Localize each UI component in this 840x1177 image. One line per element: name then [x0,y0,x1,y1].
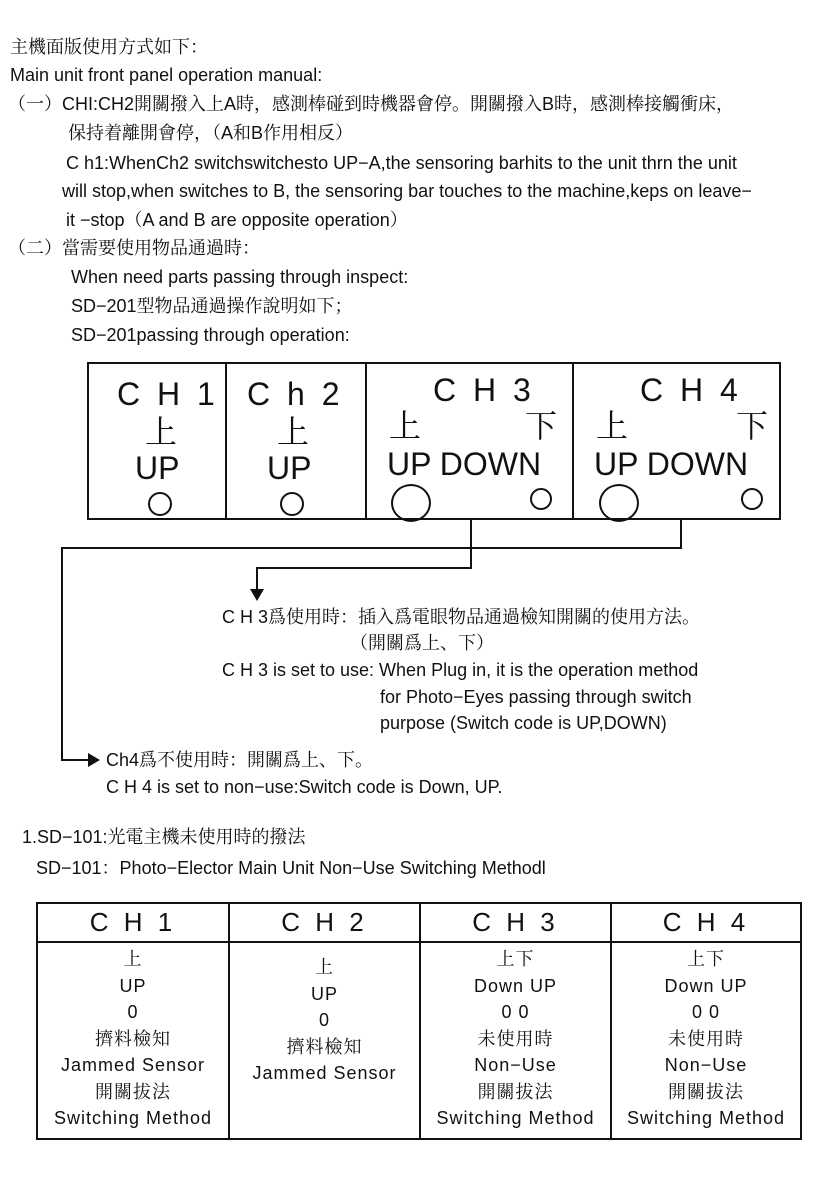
ch3-note-en-line3: purpose (Switch code is UP,DOWN) [380,713,667,733]
panel-ch2-zh: 上 [277,414,310,450]
title-zh: 主機面版使用方式如下： [10,37,208,57]
panel-ch4-name: C H 4 [640,372,742,408]
item2-en: When need parts passing through inspect: [71,267,409,287]
table-line: Jammed Sensor [60,1055,206,1075]
item1-zh-line2: 保持着離開會停，（A和B作用相反） [68,123,354,143]
table-col-ch1 [38,904,230,1138]
panel-ch4-plug-icon [599,484,639,522]
panel-ch2-en: UP [267,450,312,486]
table-line: Jammed Sensor [252,1063,397,1083]
item2-zh2: SD−201型物品通過操作說明如下； [71,296,353,316]
panel-ch4-zh-up: 上 [596,408,629,444]
title-en: Main unit front panel operation manual: [10,65,323,85]
item1-en-line3: it −stop（A and B are opposite operation） [66,210,408,230]
table-line: 0 0 [501,1002,530,1022]
connector-ch4-to-note [61,759,89,761]
table-line: 開關拔法 [477,1081,554,1102]
connector-ch4-horizontal [61,547,682,549]
table-line: 上 [315,957,334,977]
panel-ch3-en: UP DOWN [387,446,542,482]
item1-en-line2: will stop,when switches to B, the sensoring bar touches to the machine,keps on leave− [62,181,752,201]
table-cell-ch3 [421,946,610,1132]
table-cell-ch4 [612,946,800,1132]
table-col-ch3 [421,904,612,1138]
table-line: 0 0 [691,1002,721,1022]
panel-ch3 [367,364,574,518]
ch3-note-zh-line1: C H 3爲使用時：插入爲電眼物品通過檢知開關的使用方法。 [222,607,701,627]
table-col-ch2 [230,904,421,1138]
connector-ch3-down [470,520,472,568]
panel-ch1-en: UP [135,450,180,486]
panel-ch2-switch-icon [280,492,304,516]
connector-ch3-horizontal [256,567,472,569]
table-header-ch3: C H 3 [421,904,610,943]
table-header-ch2: C H 2 [230,904,419,943]
table-line: Switching Method [53,1108,213,1128]
section2-title-en: SD−101：Photo−Elector Main Unit Non−Use Switching Methodl [36,858,546,878]
panel-ch4 [574,364,783,518]
connector-ch3-to-note [256,567,258,591]
table-cell-ch1 [38,946,228,1132]
panel-ch1-name: C H 1 [117,376,219,412]
item2-zh: （二）當需要使用物品通過時： [8,238,260,258]
switch-table [36,902,802,1140]
ch3-note-en-line2: for Photo−Eyes passing through switch [380,687,692,707]
panel-ch3-switch-icon [530,488,552,510]
table-line: Non−Use [664,1055,748,1075]
table-line: Non−Use [474,1055,557,1075]
table-line: 未使用時 [477,1028,554,1049]
ch3-note-en-line1: C H 3 is set to use: When Plug in, it is the operation method [222,660,699,680]
table-col-ch4 [612,904,800,1138]
table-line: Down UP [664,975,748,996]
arrow-down-icon [250,589,264,601]
panel-ch3-zh-up: 上 [389,408,422,444]
panel-ch3-plug-icon [391,484,431,522]
arrow-right-icon [88,753,100,767]
connector-ch4-down [680,520,682,548]
panel-ch2 [227,364,367,518]
table-line: Switching Method [626,1108,786,1128]
ch3-note-zh-line2: （開關爲上、下） [350,633,494,653]
table-line: Down UP [473,975,558,996]
panel-ch2-name: C h 2 [247,376,344,412]
table-line: UP [119,975,147,996]
panel-ch1-zh: 上 [145,414,178,450]
table-line: 上下 [496,949,535,969]
table-line: Switching Method [436,1108,595,1128]
table-line: 上下 [687,949,725,969]
table-line: 開關拔法 [668,1081,744,1102]
table-header-ch4: C H 4 [612,904,800,943]
table-line: 開關拔法 [95,1081,171,1102]
item1-zh-line1: （一）CHI:CH2開關撥入上A時，感測棒碰到時機器會停。開關撥入B時，感測棒接觸衝床， [8,94,735,114]
table-cell-ch2 [230,954,419,1087]
table-line: 擠料檢知 [95,1028,171,1049]
panel-ch4-switch-icon [741,488,763,510]
table-header-ch1: C H 1 [38,904,228,943]
item1-en-line1: C h1:WhenCh2 switchswitchesto UP−A,the sensoring barhits to the unit thrn the unit [66,153,737,173]
item2-en2: SD−201passing through operation: [71,325,350,345]
panel-ch1-switch-icon [148,492,172,516]
panel-ch3-name: C H 3 [433,372,535,408]
connector-ch4-vertical [61,547,63,761]
table-line: 擠料檢知 [286,1036,363,1057]
panel-ch4-en: UP DOWN [594,446,749,482]
table-line: 上 [123,949,143,969]
table-line: 未使用時 [668,1028,744,1049]
table-line: 0 [318,1010,330,1030]
table-line: UP [310,983,338,1004]
ch4-note-en: C H 4 is set to non−use:Switch code is Down, UP. [106,777,503,797]
panel-ch1 [89,364,227,518]
ch4-note-zh: Ch4爲不使用時：開關爲上、下。 [106,750,374,770]
front-panel-diagram [87,362,781,520]
section2-title-zh: 1.SD−101:光電主機未使用時的撥法 [22,827,306,847]
table-line: 0 [127,1002,139,1022]
panel-ch4-zh-down: 下 [736,408,769,444]
panel-ch3-zh-down: 下 [525,408,558,444]
